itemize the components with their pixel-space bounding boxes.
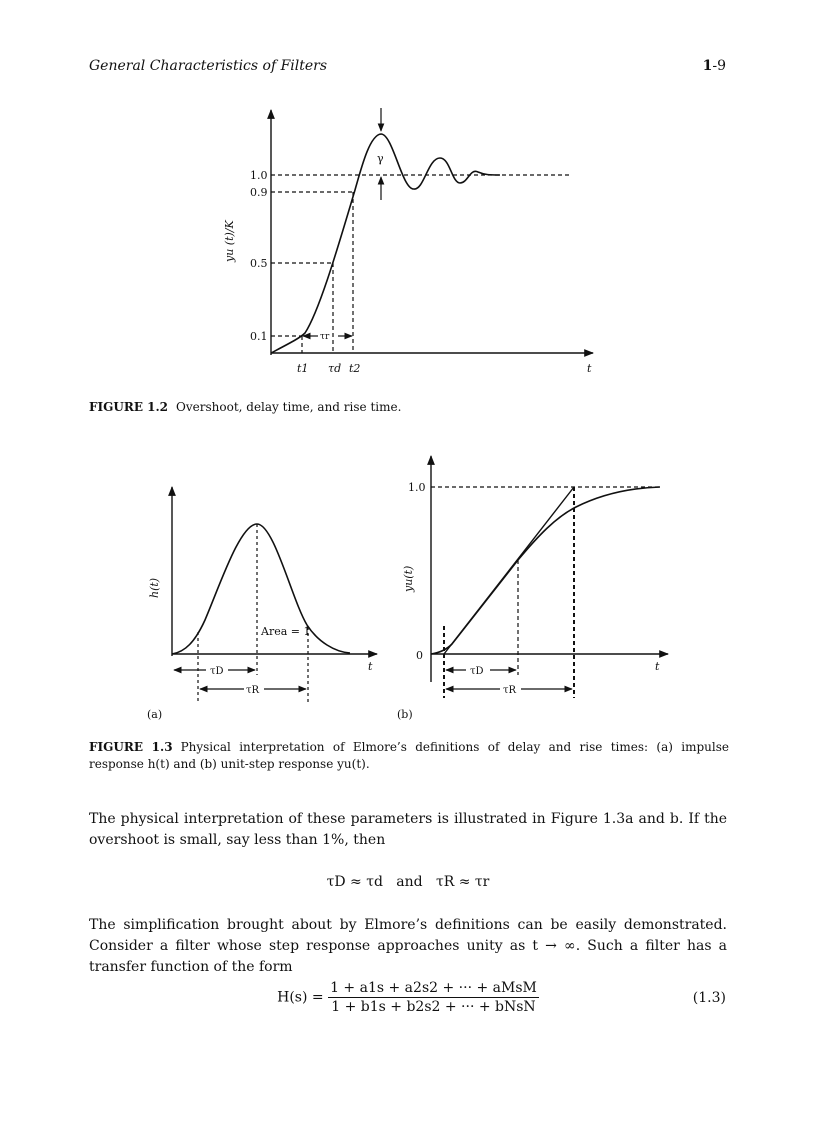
fig13b-step-response-curve [431, 487, 660, 654]
fig12-ytick-3: 0.5 [250, 257, 268, 270]
body-paragraph-1: The physical interpretation of these parameters is illustrated in Figure 1.3a and b. If the overshoot is small, say less than 1%, then [89, 811, 727, 848]
fig12-x-axis-label: t [587, 362, 592, 375]
fig12-ytick-4: 0.1 [250, 330, 268, 343]
fig12-y-axis-label: yu (t)/K [223, 220, 236, 262]
equation-numerator: 1 + a1s + a2s2 + ··· + aMsM [330, 980, 537, 996]
fig12-rise-symbol: τr [320, 332, 330, 342]
figure-1-2-caption [89, 399, 729, 416]
fig13b-y-axis-label: yu(t) [402, 565, 415, 592]
fig13b-rise-symbol: τR [503, 685, 517, 696]
running-title: General Characteristics of Filters [89, 58, 328, 74]
fig13a-y-axis-label: h(t) [148, 577, 161, 598]
fig13a-delay-symbol: τD [210, 666, 224, 677]
figure-1-3-panel-b [397, 456, 668, 721]
figure-1-3 [0, 420, 816, 750]
fig12-overshoot-symbol: γ [377, 152, 384, 165]
equation-denominator: 1 + b1s + b2s2 + ··· + bNsN [331, 999, 536, 1015]
fig12-xtick-1: t1 [297, 362, 309, 375]
equation-approx: τD ≈ τd and τR ≈ τr [326, 874, 490, 890]
page-number-value: -9 [712, 58, 726, 74]
equation-lhs: H(s) = [277, 989, 324, 1006]
fig13b-panel-label: (b) [397, 708, 413, 721]
figure-1-3-caption-label: FIGURE 1.3 [89, 740, 173, 754]
fig13b-x-axis-label: t [655, 660, 660, 673]
fig13b-ytick-0: 0 [416, 649, 423, 662]
equation-number: (1.3) [692, 990, 726, 1006]
page-chapter: 1 [702, 58, 713, 74]
fig13b-delay-symbol: τD [470, 666, 484, 677]
equation-fraction [328, 980, 539, 1015]
figure-1-3-panel-a [147, 487, 377, 721]
fig12-step-response-curve [271, 134, 500, 353]
fig12-ytick-1: 1.0 [250, 169, 268, 182]
figure-1-2 [0, 0, 816, 400]
fig13a-x-axis-label: t [368, 660, 373, 673]
fig12-xtick-3: t2 [349, 362, 361, 375]
figure-1-3-caption-text: Physical interpretation of Elmore’s definitions of delay and rise times: (a) impulse response h(t) and (b) unit-step response yu(t). [89, 740, 729, 771]
fig13a-area-label: Area = 1 [261, 625, 311, 638]
fig12-ytick-2: 0.9 [250, 186, 268, 199]
fig12-xtick-2: τd [328, 362, 342, 375]
fig13a-rise-symbol: τR [246, 685, 260, 696]
fig13a-panel-label: (a) [147, 708, 163, 721]
body-paragraph-2: The simplification brought about by Elmore’s definitions can be easily demonstrated. Consider a filter whose step response approaches unity as t → ∞. Such a filter has a transfer function of the form [89, 917, 727, 975]
figure-1-2-caption-label: FIGURE 1.2 [89, 400, 169, 414]
figure-1-3-caption [89, 739, 729, 773]
fig13b-ytick-1: 1.0 [408, 481, 426, 494]
figure-1-2-caption-text: Overshoot, delay time, and rise time. [176, 400, 402, 414]
